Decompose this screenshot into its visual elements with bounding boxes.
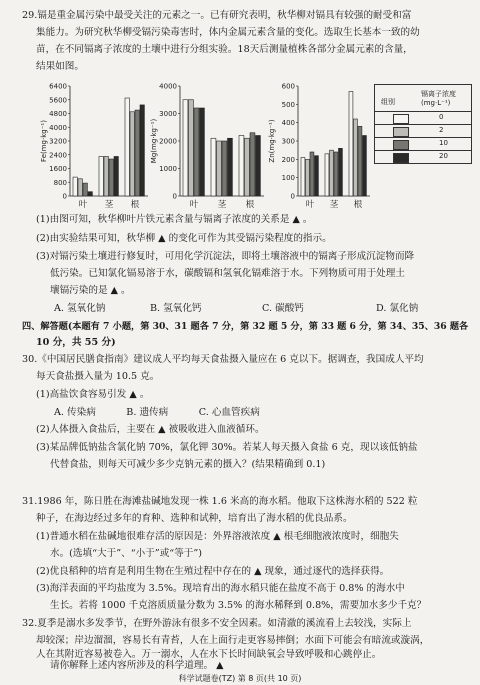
chart-legend [374,84,472,164]
bar [114,156,118,196]
y-tick-label: 1000 [159,165,177,173]
q29-sub-1: (1)由图可知，秋华柳叶片铁元素含量与镉离子浓度的关系是 ▲ 。 [36,214,313,225]
q30-options: A. 传染病 B. 遗传病 C. 心血管疾病 [54,407,260,418]
bar [140,105,144,196]
y-tick-label: 600 [281,82,295,91]
q29-line-4: 结果如图。 [36,61,84,72]
q32-line-3: 人在其附近容易被卷入。万一溺水，人在水下长时间缺氧会导致呼吸和心跳停止。 [36,649,382,660]
page-footer: 科学试题卷(TZ) 第 8 页(共 10 页) [178,674,302,683]
y-tick-label: 2400 [49,151,67,160]
legend-group-header: 组别 [381,98,395,106]
legend-row [375,124,471,137]
q30-sub-2: (2)人体摄入食盐后，主要在 ▲ 被吸收进入血液循环。 [36,424,265,435]
x-category-label: 根 [245,200,255,210]
bar [301,158,305,197]
q29-option-a: A. 氢氧化钠 [54,303,106,314]
y-tick-label: 200 [281,155,295,164]
q32-line-1: 32.夏季是溺水多发季节，在野外游泳有很多不安全因素。如清澈的溪流看上去较浅，实际上 [22,618,412,629]
legend-level: 0 [439,113,444,121]
q31-sub-3b: 生长。若将 1000 千克溶质质量分数为 3.5% 的海水稀释到 0.8%，需要加水多少千克？ [50,600,427,611]
bar [325,154,329,196]
y-tick-label: 5600 [49,96,67,105]
legend-swatch [393,114,409,124]
fe-bar-chart [40,78,152,210]
y-tick-label: 1600 [49,165,67,173]
bar [104,156,108,196]
x-category-label: 茎 [104,200,114,210]
q29-line-2: 集能力。为研究秋华柳受镉污染毒害时，体内金属元素含量的变化。选取生长基本一致的幼 [36,27,420,38]
x-category-label: 叶 [305,200,315,210]
bar [354,119,358,196]
legend-swatch [393,153,409,163]
y-tick-label: 2000 [159,137,177,146]
bar [135,110,139,196]
legend-row [375,111,471,124]
y-tick-label: 4800 [49,110,67,118]
y-axis-label: Zn(mg·kg⁻¹) [268,119,276,163]
y-tick-label: 300 [281,137,295,146]
y-tick-label: 500 [281,100,295,109]
q30-sub-3a: (3)某品牌低钠盐含氯化钠 70%，氯化钾 30%。若某人每天摄入食盐 6 克，现以该低钠盐 [36,442,418,453]
legend-unit: (mg·L⁻¹) [421,99,451,107]
bar [83,183,87,196]
q30-line-1: 30.《中国居民膳食指南》建议成人平均每天食盐摄入量应在 6 克以下。据调查，我国成人平均 [22,354,424,365]
bar [183,100,188,196]
bar [330,150,334,196]
x-category-label: 叶 [189,200,199,210]
y-tick-label: 6400 [49,82,67,91]
y-axis-label: Fe(mg·kg⁻¹) [40,120,48,162]
q29-option-d: D. 氯化钠 [376,303,419,314]
q29-option-b: B. 氢氧化钙 [150,303,202,314]
legend-concentration-header: 镉离子浓度 [421,90,456,98]
y-tick-label: 4000 [49,123,67,132]
bar [228,138,233,196]
bar [130,112,134,196]
y-axis-label: Mg(mg·kg⁻¹) [150,118,158,164]
y-tick-label: 3200 [49,137,67,146]
y-tick-label: 100 [281,174,295,183]
bar [194,108,199,196]
section-header-line-1: 四、解答题(本题有 7 小题，第 30、31 题各 7 分，第 32 题 5 分，第 33 题 6 分，第 34、35、36 题各 [22,321,469,332]
bar [239,136,244,197]
q30-sub-3b: 代替食盐，则每天可减少多少克钠元素的摄入？(结果精确到 0.1) [50,459,326,470]
bar [245,138,250,196]
q32-line-2: 却较深；岸边溜溜，容易长有青苔，人在上面行走更容易摔倒；水面下可能会有暗流或漩涡， [36,635,430,646]
bar [250,133,255,196]
legend-row [375,150,471,163]
bar [88,192,92,196]
bar [78,179,82,196]
bar [99,156,103,196]
x-category-label: 根 [353,200,363,210]
y-tick-label: 0 [172,192,177,201]
x-category-label: 茎 [329,200,339,210]
bar [256,136,261,197]
q29-sub-2: (2)由实验结果可知，秋华柳 ▲ 的变化可作为其受镉污染程度的指示。 [36,233,332,244]
q31-sub-1b: 水。(选填“大于”、“小于”或“等于”) [50,548,203,559]
y-tick-label: 0 [290,192,295,201]
legend-level: 2 [439,126,444,134]
q31-line-1: 31.1986 年，陈日胜在海滩盐碱地发现一株 1.6 米高的海水稻。他取下这株海水稻的 522 粒 [22,496,418,507]
y-tick-label: 3000 [159,110,177,118]
bar [109,159,113,196]
x-category-label: 茎 [217,200,227,210]
q30-sub-1: (1)高盐饮食容易引发 ▲ 。 [36,389,150,400]
x-category-label: 叶 [78,200,88,210]
q29-sub-3b: 低污染。已知氯化镉易溶于水，碳酸镉和氢氧化镉难溶于水。下列物质可用于处理土 [50,268,405,279]
legend-level: 10 [439,139,448,147]
mg-bar-chart [150,78,268,210]
q31-line-2: 种子，在海边经过多年的育种、选种和试种，培育出了海水稻的优良品系。 [36,513,353,524]
y-tick-label: 0 [62,192,67,201]
zn-bar-chart [268,78,374,210]
bar [310,152,314,196]
bar [200,108,205,196]
bar [358,126,362,196]
legend-swatch [393,127,409,137]
bar [306,159,310,196]
q30-line-2: 每天食盐摄入量为 10.5 克。 [36,371,160,382]
q29-sub-3a: (3)对镉污染土壤进行修复时，可用化学沉淀法，即将土壤溶液中的镉离子形成沉淀物而降 [36,251,415,262]
legend-level: 20 [439,152,448,160]
bar [189,100,194,196]
x-category-label: 根 [130,200,140,210]
q32-line-4: 请你解释上述内容所涉及的科学道理。 ▲ [50,660,224,671]
q29-line-1: 29.镉是重金属污染中最受关注的元素之一。已有研究表明，秋华柳对镉具有较强的耐受和富 [22,10,412,21]
q29-option-c: C. 碳酸钙 [262,303,304,314]
bar [363,136,367,197]
legend-row [375,137,471,150]
bar [349,92,353,197]
bar [73,177,77,196]
legend-swatch [393,140,409,150]
bar [334,152,338,196]
bar [211,138,216,196]
q31-sub-1a: (1)普通水稻在盐碱地很难存活的原因是：外界溶液浓度 ▲ 根毛细胞液浓度时，细胞失 [36,531,399,542]
q29-sub-3c: 壤镉污染的是 ▲ 。 [50,285,131,296]
bar [315,156,319,196]
y-tick-label: 400 [281,119,295,128]
y-tick-label: 800 [53,178,67,187]
q31-sub-3a: (3)海洋表面的平均盐度为 3.5%。现培育出的海水稻只能在盐度不高于 0.8% 的海水中 [36,583,405,594]
bar [222,141,227,196]
section-header-line-2: 10 分，共 55 分) [36,337,116,348]
q29-line-3: 苗，在不同镉离子浓度的土壤中进行分组实验。18天后测量植株各部分金属元素的含量， [36,44,413,55]
bar [339,148,343,196]
bar [125,98,129,196]
bar [217,141,222,196]
q31-sub-2: (2)优良稻种的培育是利用生物在生殖过程中存在的 ▲ 现象，通过逐代的选择获得。 [36,566,390,577]
y-tick-label: 4000 [159,82,177,91]
